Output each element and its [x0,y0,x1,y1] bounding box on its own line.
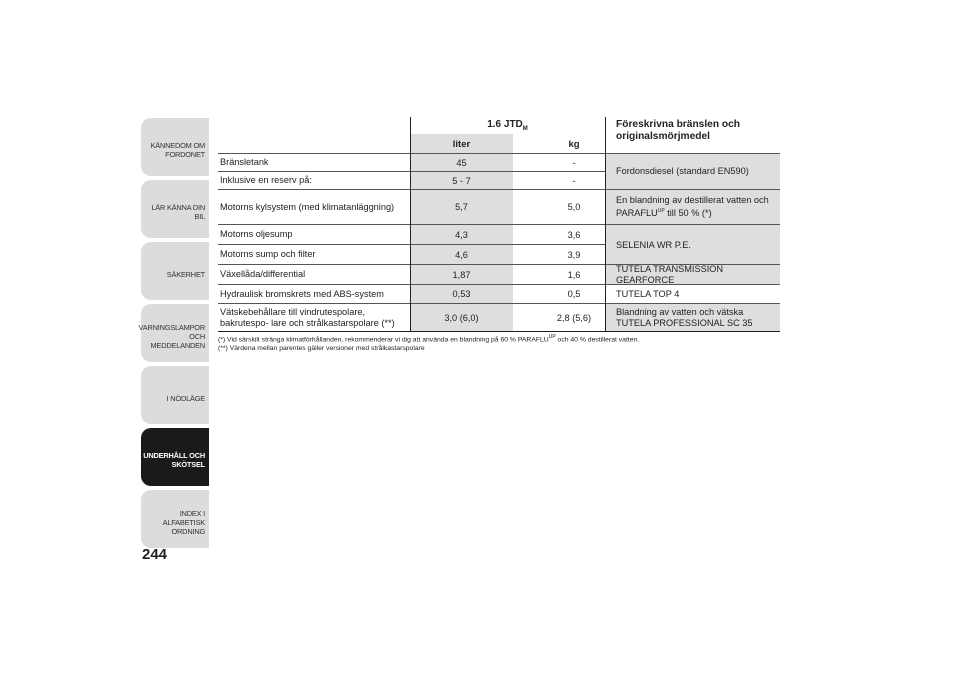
engine-title: 1.6 $JTD_M$ [487,119,528,132]
table-row: Motorns kylsystem (med klimatanläggning) 5,7 5,0 En blandning av destillerat vatten och $PARAFLU^{UP}$ till 50 % (*) [218,190,780,224]
fuel-diesel: Fordonsdiesel (standard EN590) [616,166,749,176]
column-divider [605,117,606,331]
column-divider [410,117,411,331]
tab-sakerhet[interactable]: SÄKERHET [141,242,209,300]
tab-kannedom-om-fordonet[interactable]: KÄNNEDOM OM FORDONET [141,118,209,176]
footnote-2: (**) Värdena mellan parentes gäller versioner med strålkastarspolare [218,345,425,353]
column-header-fuels: Föreskrivna bränslen och originalsmörjmedel [616,119,740,142]
row-divider [218,224,780,225]
row-divider [218,303,780,304]
row-divider [218,264,780,265]
fuel-brake: TUTELA TOP 4 [605,285,780,303]
column-header-kg: kg [568,138,580,150]
table-row: Hydraulisk bromskrets med ABS-system 0,53 0,5 TUTELA TOP 4 [218,285,780,303]
fuel-gear: TUTELA TRANSMISSION GEARFORCE [605,265,780,284]
table-row: Inklusive en reserv på: 5 - 7 - [218,172,780,189]
row-divider [218,171,605,172]
row-divider [218,153,780,154]
page-number: 244 [142,546,168,563]
table-row: Bränsletank 45 - [218,154,780,171]
fuel-washer: Blandning av vatten och vätska TUTELA PROFESSIONAL SC 35 [605,304,780,331]
row-divider [218,189,780,190]
fuel-oil: SELENIA WR P.E. [616,240,691,250]
row-divider [218,284,780,285]
table-row: Motorns sump och filter 4,6 3,9 [218,245,780,264]
tab-underhall-och-skotsel[interactable]: UNDERHÅLL OCH SKÖTSEL [141,428,209,486]
row-divider [218,244,605,245]
footnotes [218,333,778,353]
table-row: Vätskebehållare till vindrutespolare, bakrutespo- lare och strålkastarspolare (**) 3,0 (6,0) 2,8 (5,6) Blandning av vatten och vätska TUTELA PROFESSIONAL SC 35 [218,304,780,331]
table-bottom-rule [218,331,780,332]
tab-index[interactable]: INDEX I ALFABETISK ORDNING [141,490,209,548]
column-header-liter: liter [410,134,513,154]
footnote-1: (*) Vid särskilt stränga klimatförhållanden, rekommenderar vi dig att använda en blandning på 60 % $PARAFLU^{UP}$ och 40 % destillerat vatten. [218,334,640,344]
tab-lar-kanna-din-bil[interactable]: LÄR KÄNNA DIN BIL [141,180,209,238]
fuel-coolant: En blandning av destillerat vatten och $PARAFLU^{UP}$ till 50 % (*) [605,190,780,224]
tab-varningslampor[interactable]: VARNINGSLAMPOR OCH MEDDELANDEN [141,304,209,362]
tab-i-nodlage[interactable]: I NÖDLÄGE [141,366,209,424]
table-row: Växellåda/differential 1,87 1,6 TUTELA TRANSMISSION GEARFORCE [218,265,780,284]
table-row: Motorns oljesump 4,3 3,6 [218,225,780,244]
